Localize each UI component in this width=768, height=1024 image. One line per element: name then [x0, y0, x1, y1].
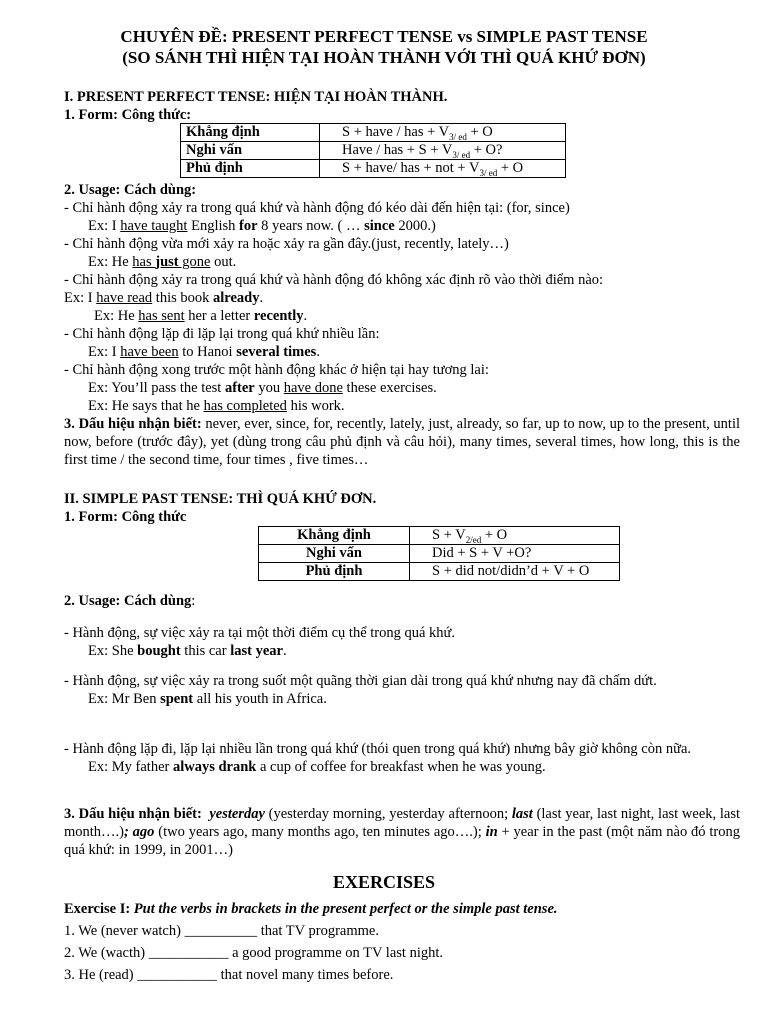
- section-present-perfect: [64, 88, 740, 124]
- exercise-instruction: Exercise I: Put the verbs in brackets in the present perfect or the simple past tense.: [64, 901, 558, 917]
- usage-example: Ex: I have been to Hanoi several times.: [88, 344, 320, 360]
- usage-item: - Hành động, sự việc xảy ra trong suốt một quãng thời gian dài trong quá khứ nhưng nay đã chấm dứt.: [64, 673, 657, 689]
- usage-example: Ex: He has sent her a letter recently.: [94, 308, 308, 324]
- simple-past-usage-2: [64, 672, 740, 708]
- exercise-item: 2. We (wacth) ___________ a good programme on TV last night.: [64, 945, 444, 961]
- usage-example: Ex: She bought this car last year.: [88, 643, 287, 659]
- simple-past-signs: [64, 805, 740, 859]
- usage-example: Ex: I have read this book already.: [64, 290, 264, 306]
- section-simple-past: [64, 490, 740, 526]
- usage-example: Ex: He has just gone out.: [88, 254, 237, 270]
- table-row: [181, 124, 566, 142]
- usage-example: Ex: Mr Ben spent all his youth in Africa.: [88, 691, 327, 707]
- usage-example: Ex: I have taught English for 8 years now. ( … since 2000.): [88, 218, 436, 234]
- answer-blank[interactable]: __________: [184, 923, 258, 939]
- table-row: [259, 527, 620, 545]
- form-label: Phủ định: [181, 160, 320, 178]
- signs-paragraph: 3. Dấu hiệu nhận biết: yesterday (yesterday morning, yesterday afternoon; last (last year, last night, last week, last month….); ago (two years ago, many months ago, ten minutes ago….); in + year in the past (một năm nào đó trong quá khứ: in 1999, in 2001…): [64, 806, 741, 858]
- form-label: Nghi vấn: [181, 142, 320, 160]
- simple-past-form-table: [258, 526, 620, 581]
- form-heading: 1. Form: Công thức: [64, 509, 187, 525]
- section-heading: I. PRESENT PERFECT TENSE: HIỆN TẠI HOÀN THÀNH.: [64, 89, 448, 105]
- usage-item: - Chỉ hành động xong trước một hành động khác ở hiện tại hay tương lai:: [64, 362, 489, 378]
- usage-example: Ex: You’ll pass the test after you have done these exercises.: [88, 380, 437, 396]
- usage-example: Ex: My father always drank a cup of coffee for breakfast when he was young.: [88, 759, 546, 775]
- simple-past-usage-1: [64, 624, 740, 660]
- document-title-block: [0, 26, 768, 68]
- signs-paragraph: 3. Dấu hiệu nhận biết: never, ever, since, for, recently, lately, just, already, so far, up to now, up to the present, until now, before (trước đây), yet (dùng trong câu phủ định và câu hỏi), many times, several times, how long, this is the first time / the second time, four times , five times…: [64, 416, 740, 468]
- exercises-title: EXERCISES: [332, 872, 436, 892]
- exercise-item: 1. We (never watch) __________ that TV programme.: [64, 923, 379, 939]
- usage-item: - Chỉ hành động xảy ra trong quá khứ và hành động đó kéo dài đến hiện tại: (for, since): [64, 200, 570, 216]
- simple-past-usage-3: [64, 740, 740, 776]
- form-label: Khẳng định: [181, 124, 320, 142]
- form-heading: 1. Form: Công thức:: [64, 107, 192, 123]
- form-label: Khẳng định: [259, 527, 410, 545]
- table-row: [181, 142, 566, 160]
- table-row: [259, 545, 620, 563]
- table-row: [181, 160, 566, 178]
- usage-heading: 2. Usage: Cách dùng:: [64, 593, 196, 609]
- usage-heading: 2. Usage: Cách dùng:: [64, 182, 197, 198]
- answer-blank[interactable]: ___________: [137, 967, 218, 983]
- form-formula: Did + S + V +O?: [410, 545, 620, 563]
- usage-item: - Chỉ hành động xảy ra trong quá khứ và hành động đó không xác định rõ vào thời điểm nào:: [64, 272, 604, 288]
- present-perfect-usage: [64, 181, 740, 469]
- document-subtitle: (SO SÁNH THÌ HIỆN TẠI HOÀN THÀNH VỚI THÌ QUÁ KHỨ ĐƠN): [122, 48, 646, 67]
- answer-blank[interactable]: ___________: [148, 945, 229, 961]
- exercise-item: 3. He (read) ___________ that novel many times before.: [64, 967, 394, 983]
- form-formula: S + did not/didn’d + V + O: [410, 563, 620, 581]
- usage-example: Ex: He says that he has completed his work.: [88, 398, 345, 414]
- document-title: CHUYÊN ĐỀ: PRESENT PERFECT TENSE vs SIMPLE PAST TENSE: [120, 27, 648, 46]
- usage-item: - Hành động, sự việc xảy ra tại một thời điểm cụ thể trong quá khứ.: [64, 625, 456, 641]
- section-heading: II. SIMPLE PAST TENSE: THÌ QUÁ KHỨ ĐƠN.: [64, 491, 377, 507]
- form-formula: S + have / has + $V_{3/ ed} + O$: [320, 124, 566, 142]
- form-label: Phủ định: [259, 563, 410, 581]
- simple-past-usage: [64, 592, 740, 610]
- form-formula: $S + V_{2/ed} + O$: [410, 527, 620, 545]
- exercise-1: [64, 900, 740, 984]
- form-label: Nghi vấn: [259, 545, 410, 563]
- table-row: [259, 563, 620, 581]
- form-formula: Have / has + $S + V_{3/ ed} + O$?: [320, 142, 566, 160]
- present-perfect-form-table: [180, 123, 566, 178]
- form-formula: S + have/ has + not + $V_{3/ ed} + O$: [320, 160, 566, 178]
- usage-item: - Chỉ hành động lặp đi lặp lại trong quá khứ nhiều lần:: [64, 326, 380, 342]
- usage-item: - Chỉ hành động vừa mới xảy ra hoặc xảy ra gần đây.(just, recently, lately…): [64, 236, 509, 252]
- usage-item: - Hành động lặp đi, lặp lại nhiều lần trong quá khứ (thói quen trong quá khứ) nhưng bây giờ không còn nữa.: [64, 741, 692, 757]
